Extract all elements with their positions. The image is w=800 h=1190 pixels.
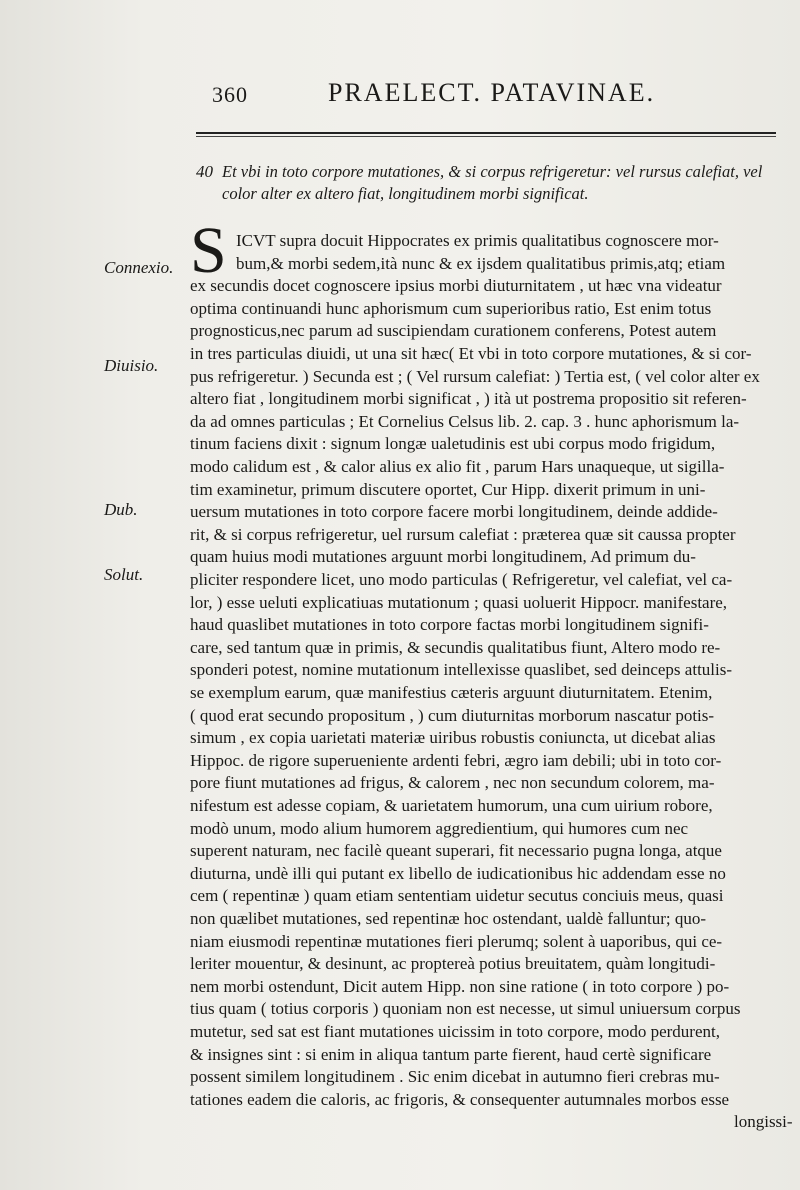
margin-note-connexio: Connexio.: [104, 258, 174, 277]
margin-note-dub: Dub.: [104, 500, 138, 519]
aphorism-text-line: color alter ex altero fiat, longitudinem morbi significat.: [222, 184, 589, 203]
body-line: bum,& morbi sedem,ità nunc & ex ijsdem qualitatibus primis,atq; etiam: [236, 253, 726, 273]
body-line: & insignes sint : si enim in aliqua tantum parte fierent, haud certè significare: [190, 1044, 712, 1064]
body-line: cem ( repentinæ ) quam etiam sententiam uidetur secutus conciuis meus, quasi: [190, 886, 724, 906]
body-line: lor, ) esse ueluti explicatiuas mutationum ; quasi uoluerit Hippocr. manifestare,: [190, 592, 728, 612]
aphorism-text-line: Et vbi in toto corpore mutationes, & si corpus refrigeretur: vel rursus calefiat, vel: [222, 162, 763, 181]
body-line: leriter mouentur, & desinunt, ac proptereà potius breuitatem, quàm longitudi-: [190, 954, 716, 974]
body-line: tim examinetur, primum discutere oportet, Cur Hipp. dixerit primum in uni-: [190, 479, 706, 499]
body-line: superent naturam, nec facilè queant superari, fit necessario pugna longa, atque: [190, 841, 722, 861]
body-line: possent similem longitudinem . Sic enim dicebat in autumno fieri crebras mu-: [190, 1067, 720, 1087]
running-title: PRAELECT. PATAVINAE.: [328, 78, 656, 107]
margin-note-solut: Solut.: [104, 565, 144, 584]
body-line: Hippoc. de rigore superueniente ardenti febri, ægro iam debili; ubi in toto cor-: [190, 750, 722, 770]
body-line: nem morbi ostendunt, Dicit autem Hipp. non sine ratione ( in toto corpore ) po-: [190, 976, 730, 996]
body-line: niam eiusmodi repentinæ mutationes fieri plerumq; solent à uaporibus, qui ce-: [190, 931, 723, 951]
body-line: optima continuandi hunc aphorismum cum superioribus ratio, Est enim totus: [190, 298, 712, 318]
body-line: quam huius modi mutationes arguunt morbi longitudinem, Ad primum du-: [190, 547, 696, 567]
body-line: longissi-: [734, 1112, 793, 1132]
body-line: rit, & si corpus refrigeretur, uel rursum calefiat : præterea quæ sit caussa propter: [190, 524, 736, 544]
body-line: tationes eadem die caloris, ac frigoris, & consequenter autumnales morbos esse: [190, 1089, 730, 1109]
drop-capital: S: [190, 214, 227, 287]
body-line: tinum faciens dixit : signum longæ ualetudinis est ubi corpus modo frigidum,: [190, 434, 716, 454]
body-line: non quælibet mutationes, sed repentinæ hoc ostendant, ualdè falluntur; quo-: [190, 909, 707, 928]
body-line: se exemplum earum, quæ manifestius cæteris arguunt diuturnitatem. Etenim,: [190, 683, 713, 702]
body-line: modò unum, modo alium humorem aggredientium, qui humores cum nec: [190, 818, 689, 838]
body-line: ex secundis docet cognoscere ipsius morbi diuturnitatem , ut hæc vna videatur: [190, 276, 722, 296]
aphorism-number: 40: [196, 162, 213, 181]
body-line: uersum mutationes in toto corpore facere morbi longitudinem, deinde addide-: [190, 502, 718, 522]
body-line: care, sed tantum quæ in primis, & secundis qualitatibus fiunt, Altero modo re-: [190, 637, 721, 657]
body-line: modo calidum est , & calor alius ex alio fit , parum Hars unaqueque, ut sigilla-: [190, 457, 725, 476]
page-header: [212, 78, 772, 112]
page-number: 360: [212, 82, 248, 107]
header-rule-thin: [196, 136, 776, 137]
body-line: pliciter respondere licet, uno modo particulas ( Refrigeretur, vel calefiat, vel ca-: [190, 570, 733, 589]
body-line: tius quam ( totius corporis ) quoniam non est necesse, ut simul uniuersum corpus: [190, 999, 741, 1019]
body-line: pore fiunt mutationes ad frigus, & calorem , nec non secundum colorem, ma-: [190, 773, 715, 793]
body-line: haud quaslibet mutationes in toto corpore factas morbi longitudinem signifi-: [190, 615, 709, 635]
header-rule: [196, 132, 776, 134]
body-line: ( quod erat secundo propositum , ) cum diuturnitas morborum nascatur potis-: [190, 705, 715, 725]
body-line: da ad omnes particulas ; Et Cornelius Celsus lib. 2. cap. 3 . hunc aphorismum la-: [190, 411, 740, 431]
body-line: simum , ex copia uarietati materiæ uiribus robustis coniuncta, ut dicebat alias: [190, 728, 716, 748]
body-line: in tres particulas diuidi, ut una sit hæc( Et vbi in toto corpore mutationes, & si cor-: [190, 344, 752, 363]
body-line: diuturna, undè illi qui putant ex libello de iudicationibus hic addendam esse no: [190, 863, 726, 883]
body-line: pus refrigeretur. ) Secunda est ; ( Vel rursum calefiat: ) Tertia est, ( vel color alter ex: [190, 366, 760, 386]
body-line: sponderi potest, nomine mutationum intellexisse quaslibet, sed deinceps attulis-: [190, 660, 733, 680]
margin-note-diuisio: Diuisio.: [104, 356, 159, 375]
body-line: altero fiat , longitudinem morbi significat , ) ità ut postrema propositio sit referen-: [190, 389, 747, 409]
body-line: mutetur, sed sat est fiant mutationes uicissim in toto corpore, modo perdurent,: [190, 1022, 720, 1041]
body-line: ICVT supra docuit Hippocrates ex primis qualitatibus cognoscere mor-: [236, 231, 719, 250]
body-line: nifestum est adesse copiam, & uarietatem humorum, una cum uirium robore,: [190, 796, 713, 815]
body-line: prognosticus,nec parum ad suscipiendam curationem conferens, Potest autem: [190, 321, 717, 341]
